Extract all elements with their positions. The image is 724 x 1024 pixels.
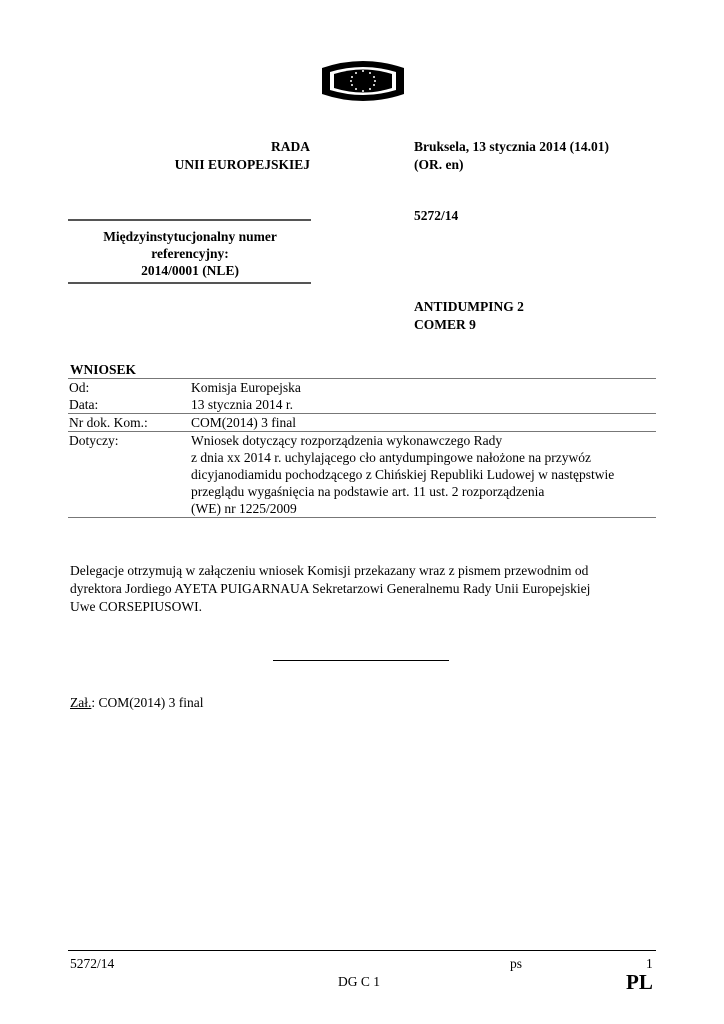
meta-row-subject bbox=[68, 432, 656, 517]
council-logo bbox=[318, 56, 408, 106]
body-paragraph bbox=[70, 562, 660, 616]
enclosure-label: Zał. bbox=[70, 695, 92, 710]
enclosure-value: : COM(2014) 3 final bbox=[91, 695, 204, 710]
footer-initials: ps bbox=[510, 956, 523, 971]
meta-label-from: Od: bbox=[69, 380, 90, 395]
meta-row-com bbox=[68, 414, 656, 432]
place-date-line-2: (OR. en) bbox=[414, 157, 464, 172]
council-name bbox=[70, 138, 310, 174]
interinstitutional-line-1: Międzyinstytucjonalny numer bbox=[103, 229, 277, 244]
subject-code-2: COMER 9 bbox=[414, 317, 476, 332]
subject-codes bbox=[414, 298, 524, 334]
interinstitutional-bottom-rule bbox=[68, 282, 311, 284]
separator-rule bbox=[273, 660, 449, 661]
document-number: 5272/14 bbox=[414, 208, 459, 223]
meta-value-from: Komisja Europejska bbox=[191, 380, 301, 395]
subject-line-5: (WE) nr 1225/2009 bbox=[191, 501, 297, 516]
subject-line-4: przeglądu wygaśnięcia na podstawie art. 11 ust. 2 rozporządzenia bbox=[191, 484, 545, 499]
interinstitutional-top-rule bbox=[68, 219, 311, 221]
interinstitutional-line-2: referencyjny: bbox=[151, 246, 229, 261]
body-line-3: Uwe CORSEPIUSOWI. bbox=[70, 599, 203, 614]
subject-line-1: Wniosek dotyczący rozporządzenia wykonawczego Rady bbox=[191, 433, 503, 448]
subject-line-3: dicyjanodiamidu pochodzącego z Chińskiej Republiki Ludowej w następstwie bbox=[191, 467, 615, 482]
meta-value-date: 13 stycznia 2014 r. bbox=[191, 397, 293, 412]
metadata-table bbox=[68, 378, 656, 518]
council-line-2: UNII EUROPEJSKIEJ bbox=[174, 157, 310, 172]
meta-value-com: COM(2014) 3 final bbox=[191, 415, 296, 430]
footer-directorate: DG C 1 bbox=[338, 974, 381, 989]
footer-doc-number: 5272/14 bbox=[70, 956, 115, 971]
body-line-2: dyrektora Jordiego AYETA PUIGARNAUA Sekretarzowi Generalnemu Rady Unii Europejskiej bbox=[70, 581, 591, 596]
meta-label-subject: Dotyczy: bbox=[69, 433, 119, 448]
footer-rule bbox=[68, 950, 656, 951]
interinstitutional-line-3: 2014/0001 (NLE) bbox=[141, 263, 239, 278]
subject-line-2: z dnia xx 2014 r. uchylającego cło antydumpingowe nałożone na przywóz bbox=[191, 450, 591, 465]
enclosure bbox=[70, 695, 204, 711]
body-line-1: Delegacje otrzymują w załączeniu wniosek Komisji przekazany wraz z pismem przewodnim od bbox=[70, 563, 589, 578]
footer-page-number: 1 bbox=[646, 956, 653, 971]
meta-label-date: Data: bbox=[69, 397, 99, 412]
place-date-line-1: Bruksela, 13 stycznia 2014 (14.01) bbox=[414, 139, 609, 154]
meta-row-from bbox=[68, 379, 656, 396]
place-and-date bbox=[414, 138, 674, 174]
document-type: WNIOSEK bbox=[70, 362, 137, 377]
footer-language-code: PL bbox=[626, 970, 653, 994]
meta-row-date bbox=[68, 396, 656, 414]
meta-label-com: Nr dok. Kom.: bbox=[69, 415, 148, 430]
council-line-1: RADA bbox=[271, 139, 310, 154]
interinstitutional-reference bbox=[70, 228, 310, 279]
subject-code-1: ANTIDUMPING 2 bbox=[414, 299, 524, 314]
meta-value-subject bbox=[191, 432, 656, 517]
